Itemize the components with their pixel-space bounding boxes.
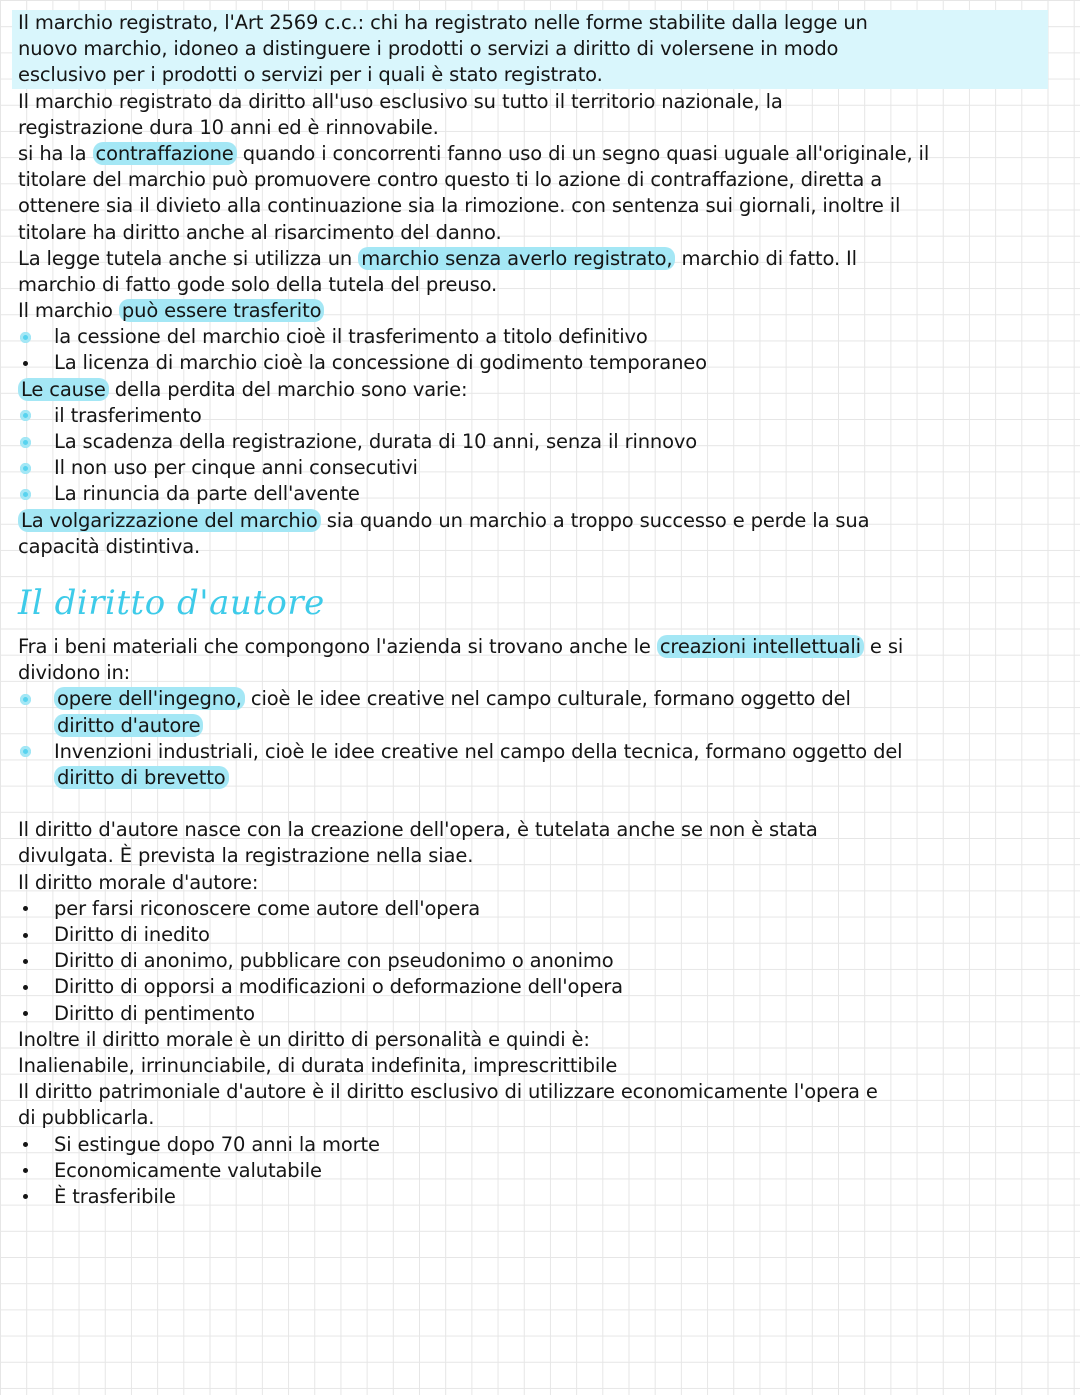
list-item-text: La rinuncia da parte dell'avente — [54, 482, 360, 506]
bullet-icon — [18, 896, 32, 922]
cause-line-rest: della perdita del marchio sono varie: — [108, 377, 468, 401]
trasferimento-line — [18, 298, 1064, 324]
text-line: divulgata. È prevista la registrazione nella siae. — [18, 844, 474, 868]
list-item-text: Si estingue dopo 70 anni la morte — [54, 1132, 380, 1156]
list-item — [18, 429, 1064, 455]
text-line: di pubblicarla. — [18, 1106, 155, 1130]
list-item-text: cioè le idee creative nel campo culturale, formano oggetto del — [244, 687, 851, 711]
creazioni-end: e si — [863, 634, 904, 658]
list-item-text: il trasferimento — [54, 403, 202, 427]
bullet-icon — [18, 1158, 32, 1184]
list-item — [18, 948, 1064, 974]
list-item-text: È trasferibile — [54, 1184, 176, 1208]
list-item-text: Diritto di anonimo, pubblicare con pseudonimo o anonimo — [54, 949, 614, 973]
creazioni-line — [18, 634, 1064, 660]
volgarizzazione-rest: sia quando un marchio a troppo successo e perde la sua — [320, 508, 870, 532]
notes-page — [18, 10, 1064, 1210]
list-item — [18, 455, 1064, 481]
list-item — [18, 1132, 1064, 1158]
text-line-11: marchio di fatto gode solo della tutela del preuso. — [18, 272, 498, 296]
trasferito-highlight: può essere trasferito — [119, 299, 324, 322]
marchio-senza-registrazione-highlight: marchio senza averlo registrato, — [358, 247, 675, 270]
bullet-icon — [18, 1184, 32, 1210]
list-item-text: Invenzioni industriali, cioè le idee creative nel campo della tecnica, formano oggetto del — [54, 739, 903, 763]
bullet-icon — [18, 455, 32, 481]
text-line-9: titolare ha diritto anche al risarcimento del danno. — [18, 220, 502, 244]
contraffazione-line — [18, 141, 1064, 167]
text-line: Il diritto d'autore nasce con la creazione dell'opera, è tutelata anche se non è stata — [18, 818, 818, 842]
intro-line-1-rest: , l'Art 2569 c.c.: chi ha registrato nelle forme stabilite dalla legge un — [212, 11, 868, 34]
section-title: Il diritto d'autore — [18, 582, 325, 623]
list-item — [18, 324, 1064, 350]
bullet-icon — [18, 686, 32, 712]
volgarizzazione-line-2: capacità distintiva. — [18, 534, 201, 558]
list-item — [18, 686, 1064, 712]
contraffazione-line-end: quando i concorrenti fanno uso di un segno quasi uguale all'originale, il — [236, 141, 930, 165]
creazioni-highlight: creazioni intellettuali — [657, 635, 864, 658]
opere-ingegno-highlight: opere dell'ingegno, — [54, 687, 245, 710]
intro-line-1 — [18, 10, 1048, 36]
list-item-text: Diritto di opporsi a modificazioni o deformazione dell'opera — [54, 975, 623, 999]
bullet-icon — [18, 429, 32, 455]
bullet-icon — [18, 324, 32, 350]
contraffazione-line-start: si ha la — [18, 141, 93, 165]
spacer — [18, 791, 1064, 817]
list-item — [18, 481, 1064, 507]
list-item — [18, 1001, 1064, 1027]
bullet-icon — [18, 481, 32, 507]
list-item-text: Diritto di pentimento — [54, 1001, 255, 1025]
list-item — [18, 1184, 1064, 1210]
list-item-text: per farsi riconoscere come autore dell'opera — [54, 896, 480, 920]
list-item-text: Il non uso per cinque anni consecutivi — [54, 456, 418, 480]
cause-line — [18, 377, 1064, 403]
intro-line-2: nuovo marchio, idoneo a distinguere i prodotti o servizi a diritto di volersene in modo — [18, 37, 839, 61]
text-line-4: Il marchio registrato da diritto all'uso esclusivo su tutto il territorio nazionale, la — [18, 89, 783, 113]
diritto-autore-highlight: diritto d'autore — [54, 714, 203, 737]
list-item-continuation — [18, 713, 1064, 739]
text-line-7: titolare del marchio può promuovere contro questo ti lo azione di contraffazione, diretta a — [18, 168, 883, 192]
marchio-di-fatto-end: marchio di fatto. Il — [675, 246, 857, 270]
list-item-continuation — [18, 765, 1064, 791]
dividono-line: dividono in: — [18, 661, 131, 685]
marchio-intro-block — [12, 10, 1048, 89]
contraffazione-highlight: contraffazione — [93, 142, 237, 165]
list-item — [18, 1158, 1064, 1184]
list-item — [18, 974, 1064, 1000]
text-line-8: ottenere sia il divieto alla continuazione sia la rimozione. con sentenza sui giornali, inoltre il — [18, 194, 901, 218]
volgarizzazione-line — [18, 508, 1064, 534]
marchio-registrato-term: Il marchio registrato — [18, 11, 213, 34]
list-item — [18, 403, 1064, 429]
list-item — [18, 350, 1064, 376]
bullet-icon — [18, 922, 32, 948]
intro-line-3: esclusivo per i prodotti o servizi per i quali è stato registrato. — [18, 63, 603, 87]
moral-title: Il diritto morale d'autore: — [18, 870, 259, 894]
text-line: Inoltre il diritto morale è un diritto di personalità e quindi è: — [18, 1027, 590, 1051]
text-line: Inalienabile, irrinunciabile, di durata indefinita, imprescrittibile — [18, 1053, 618, 1077]
cause-highlight: Le cause — [18, 378, 109, 401]
text-line: Il diritto patrimoniale d'autore è il diritto esclusivo di utilizzare economicamente l'opera e — [18, 1080, 878, 1104]
marchio-di-fatto-line — [18, 246, 1064, 272]
bullet-icon — [18, 739, 32, 765]
diritto-brevetto-highlight: diritto di brevetto — [54, 766, 229, 789]
text-line-5: registrazione dura 10 anni ed è rinnovabile. — [18, 115, 439, 139]
list-item — [18, 739, 1064, 765]
list-item — [18, 896, 1064, 922]
list-item — [18, 922, 1064, 948]
list-item-text: La licenza di marchio cioè la concessione di godimento temporaneo — [54, 351, 707, 375]
list-item-text: la cessione del marchio cioè il trasferimento a titolo definitivo — [54, 325, 648, 349]
bullet-icon — [18, 974, 32, 1000]
creazioni-start: Fra i beni materiali che compongono l'azienda si trovano anche le — [18, 634, 657, 658]
bullet-icon — [18, 1001, 32, 1027]
list-item-text: Economicamente valutabile — [54, 1158, 322, 1182]
trasferimento-start: Il marchio — [18, 299, 119, 323]
bullet-icon — [18, 350, 32, 376]
list-item-text: Diritto di inedito — [54, 923, 210, 946]
bullet-icon — [18, 1132, 32, 1158]
marchio-di-fatto-start: La legge tutela anche si utilizza un — [18, 246, 359, 270]
bullet-icon — [18, 403, 32, 429]
volgarizzazione-highlight: La volgarizzazione del marchio — [18, 509, 321, 532]
bullet-icon — [18, 948, 32, 974]
list-item-text: La scadenza della registrazione, durata di 10 anni, senza il rinnovo — [54, 430, 698, 453]
